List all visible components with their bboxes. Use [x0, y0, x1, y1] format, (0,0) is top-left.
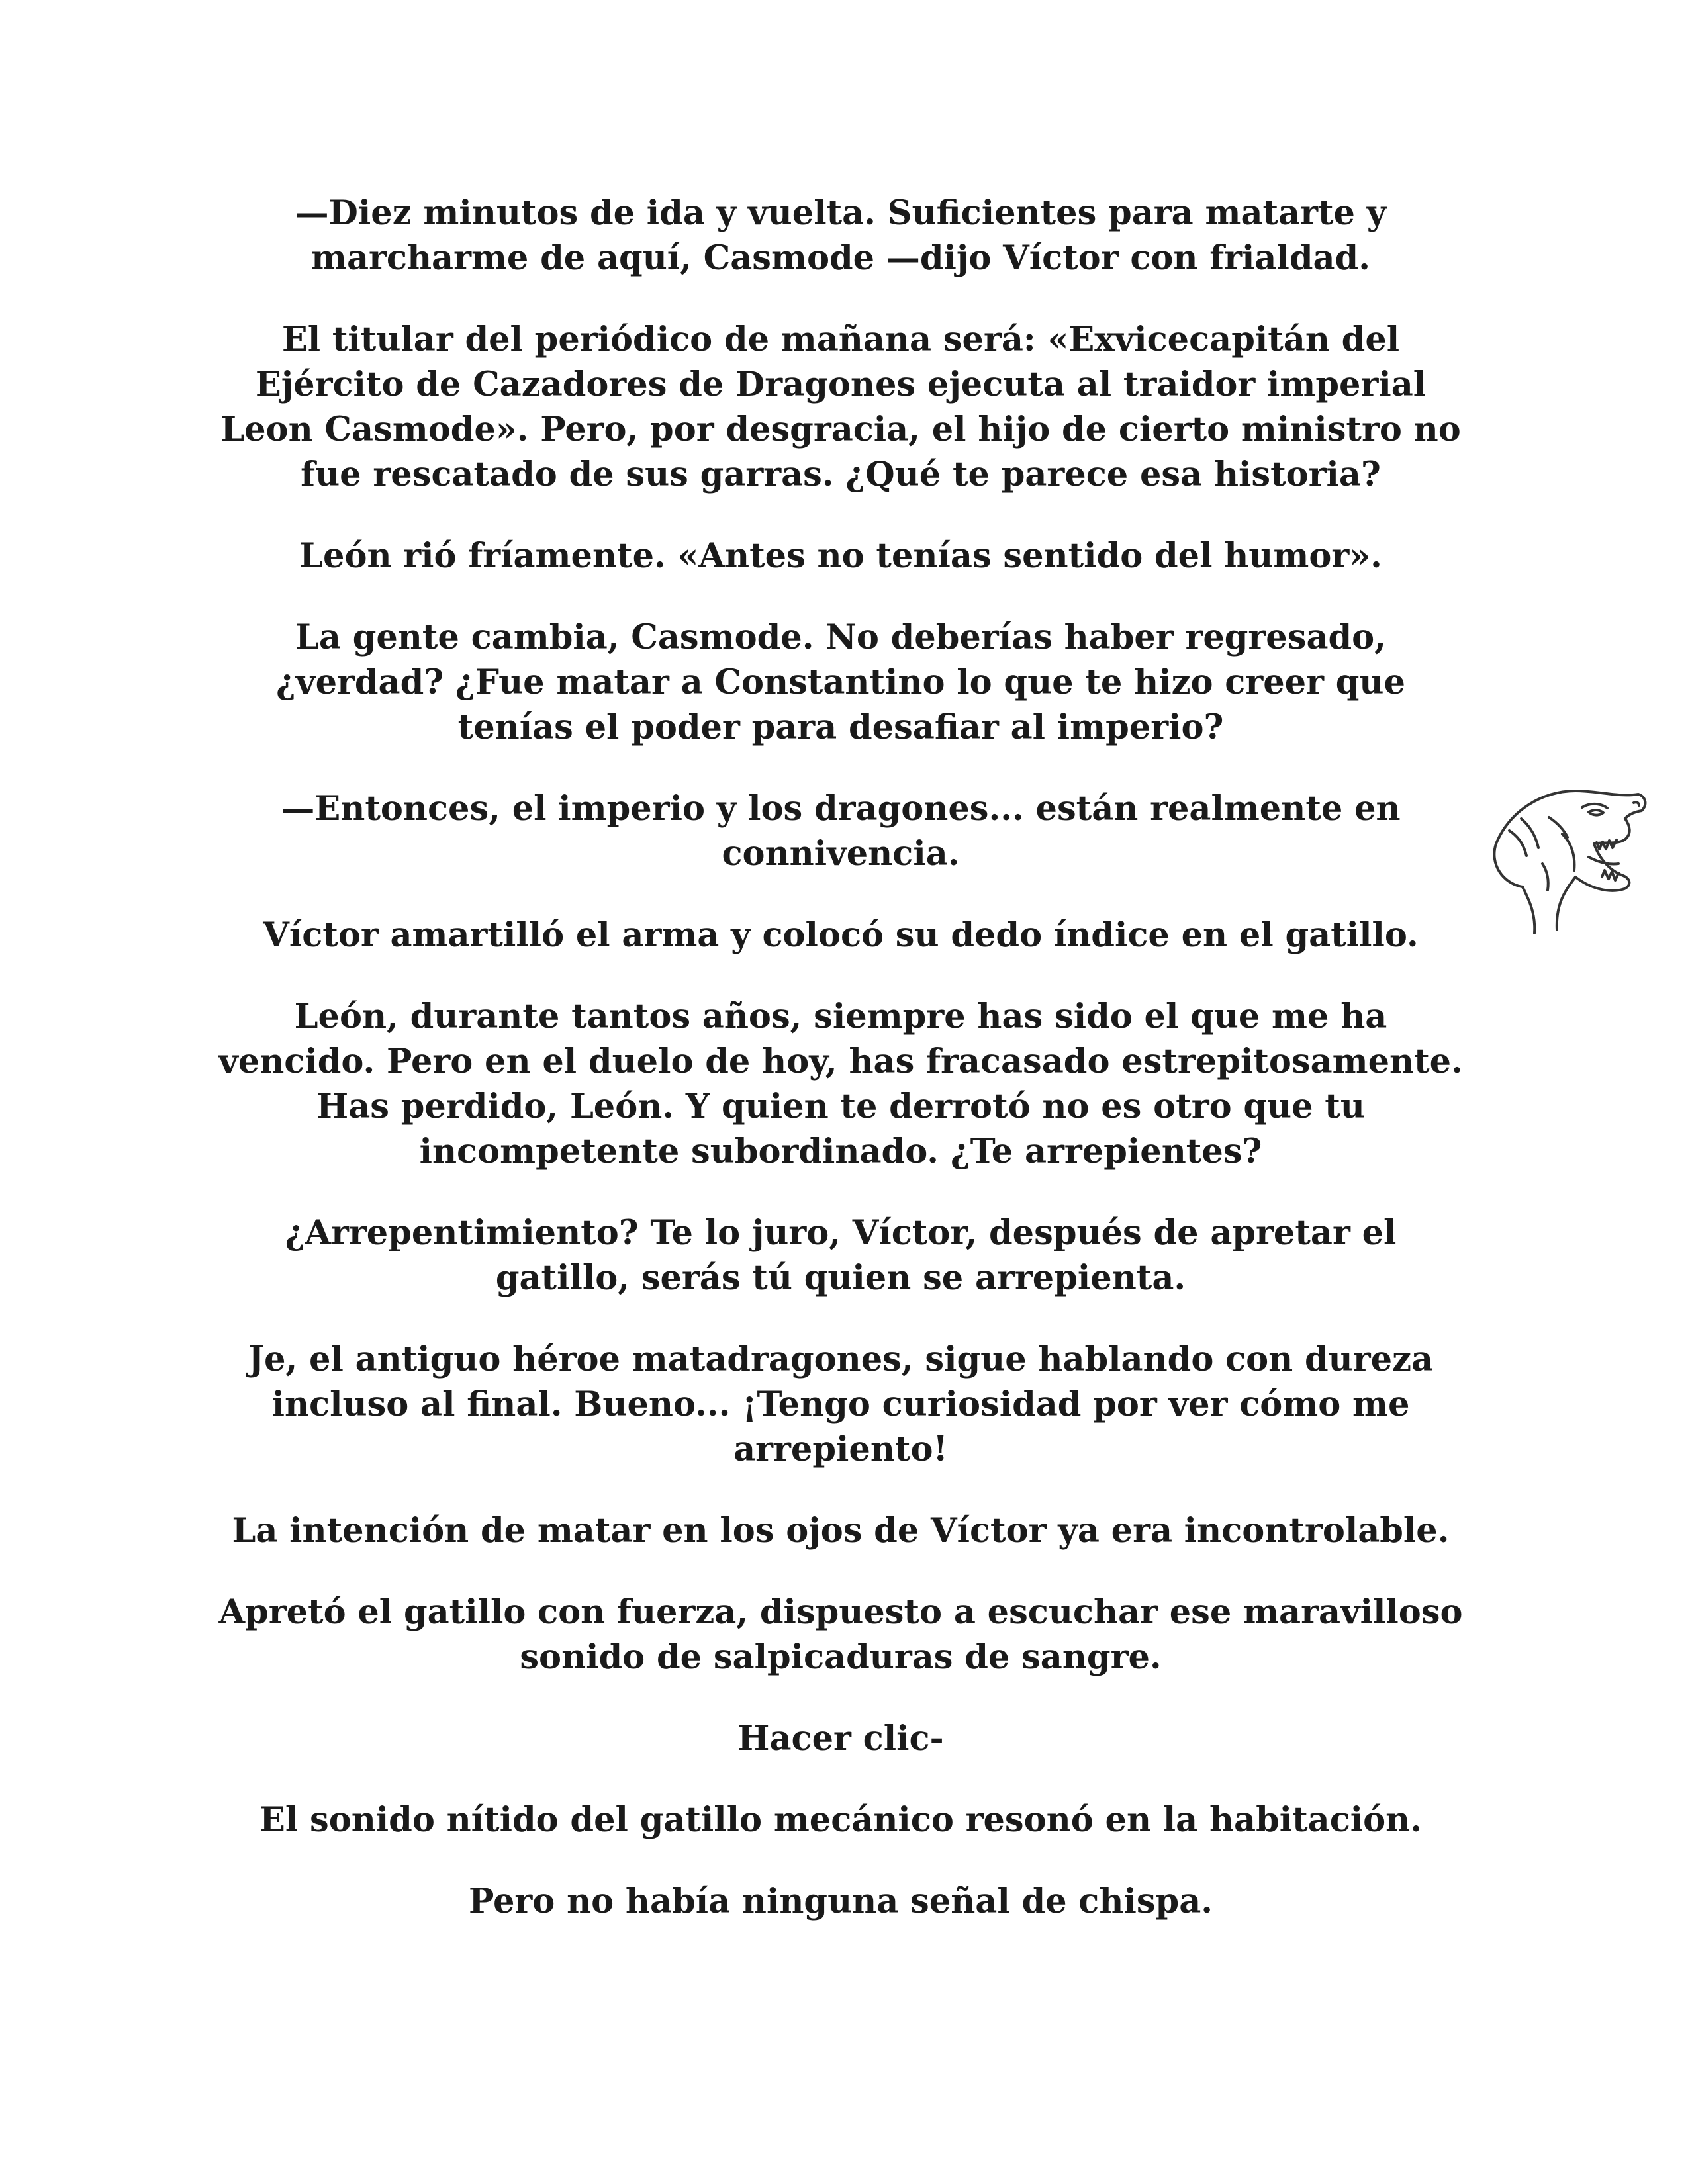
- paragraph: ¿Arrepentimiento? Te lo juro, Víctor, después de apretar el gatillo, serás tú quien se arrepienta.: [285, 1213, 1397, 1298]
- paragraph: —Diez minutos de ida y vuelta. Suficientes para matarte y marcharme de aquí, Casmode —dijo Víctor con frialdad.: [295, 193, 1387, 278]
- paragraph: El titular del periódico de mañana será: «Exvicecapitán del Ejército de Cazadores de Dragones ejecuta al traidor imperial Leon Casmode». Pero, por desgracia, el hijo de cierto ministro no fue rescatado de sus garras. ¿Qué te parece esa historia?: [220, 320, 1461, 494]
- paragraph: La gente cambia, Casmode. No deberías haber regresado, ¿verdad? ¿Fue matar a Constantino lo que te hizo creer que tenías el poder para desafiar al imperio?: [276, 617, 1405, 747]
- paragraph: Pero no había ninguna señal de chispa.: [469, 1882, 1213, 1921]
- paragraph: La intención de matar en los ojos de Víctor ya era incontrolable.: [232, 1511, 1450, 1551]
- paragraph: León, durante tantos años, siempre has sido el que me ha vencido. Pero en el duelo de hoy, has fracasado estrepitosamente. Has perdido, León. Y quien te derrotó no es otro que tu incompetente subordinado. ¿Te arrepientes?: [218, 997, 1463, 1171]
- story-text: [218, 191, 1463, 1924]
- paragraph: Apretó el gatillo con fuerza, dispuesto a escuchar ese maravilloso sonido de salpicaduras de sangre.: [218, 1592, 1463, 1677]
- paragraph: Je, el antiguo héroe matadragones, sigue hablando con dureza incluso al final. Bueno... ¡Tengo curiosidad por ver cómo me arrepiento!: [248, 1340, 1434, 1469]
- paragraph: Víctor amartilló el arma y colocó su dedo índice en el gatillo.: [263, 915, 1419, 955]
- paragraph: León rió fríamente. «Antes no tenías sentido del humor».: [299, 536, 1382, 576]
- paragraph: El sonido nítido del gatillo mecánico resonó en la habitación.: [259, 1800, 1422, 1840]
- paragraph: Hacer clic-: [737, 1719, 944, 1758]
- paragraph: —Entonces, el imperio y los dragones... están realmente en connivencia.: [281, 789, 1401, 874]
- dragon-head-sketch-icon: [1483, 771, 1655, 936]
